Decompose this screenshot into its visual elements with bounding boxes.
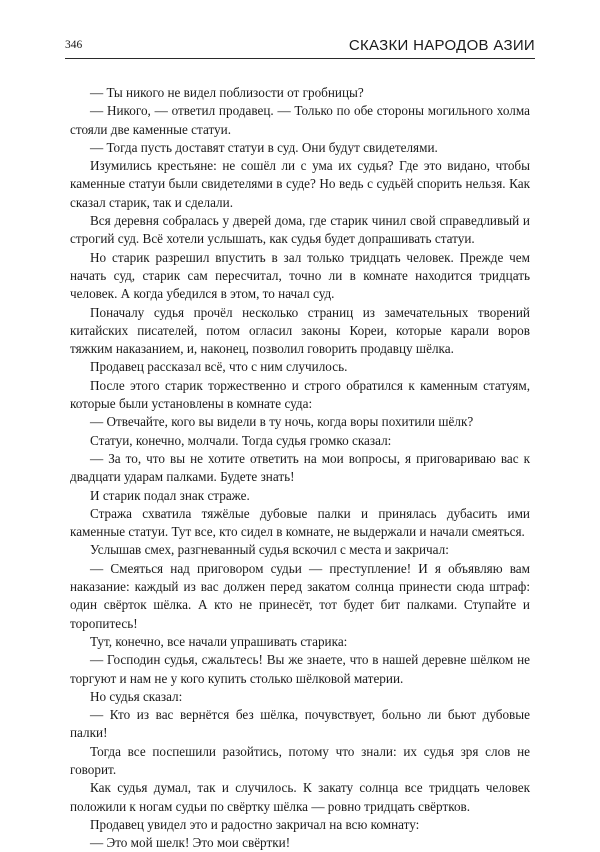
paragraph: Поначалу судья прочёл несколько страниц из замечательных творений китайских писателей, потом огласил законы Кореи, которые карали воров тяжким наказанием, и, наконец, позволил говорить продавцу шёлка. [70,304,530,357]
paragraph: И старик подал знак страже. [90,487,250,503]
paragraph: — За то, что вы не хотите ответить на мои вопросы, я приговариваю вас к двадцати ударам палками. Будете знать! [70,450,530,485]
paragraph: После этого старик торжественно и строго обратился к каменным статуям, которые были установлены в комнате суда: [70,377,530,412]
paragraph: Продавец увидел это и радостно закричал на всю комнату: [90,816,420,832]
paragraph: Тут, конечно, все начали упрашивать старика: [90,633,348,649]
paragraph: Изумились крестьяне: не сошёл ли с ума их судья? Где это видано, чтобы каменные статуи были свидетелями в суде? Но ведь с судьёй спорить нельзя. Как сказал старик, так и сделали. [70,158,530,210]
paragraph: Тогда все поспешили разойтись, потому что знали: их судья зря слов не говорит. [70,743,530,777]
paragraph: — Смеяться над приговором судьи — преступление! И я объявляю вам наказание: каждый из вас должен перед закатом солнца принести сюда штраф: один свёрток шёлка. А кто не принесёт, тот будет бит палками. Ступайте и торопитесь! [70,560,530,631]
paragraph: Продавец рассказал всё, что с ним случилось. [90,359,348,375]
paragraph: Но старик разрешил впустить в зал только тридцать человек. Прежде чем начать суд, старик сам пересчитал, точно ли в комнате находится тридцать человек. А когда убедился в этом, то начал суд. [70,249,530,302]
paragraph: Как судья думал, так и случилось. К закату солнца все тридцать человек положили к ногам судьи по свёртку шёлка — ровно тридцать свёртков. [70,780,530,814]
page-number: 346 [65,39,83,51]
paragraph: — Никого, — ответил продавец. — Только по обе стороны могильного холма стояли две каменные статуи. [70,103,530,137]
paragraph: — Господин судья, сжальтесь! Вы же знаете, что в нашей деревне шёлком не торгуют и нам не у кого купить столько шёлковой материи. [70,652,530,686]
paragraph: Но судья сказал: [90,688,183,704]
paragraph: — Кто из вас вернётся без шёлка, почувствует, больно ли бьют дубовые палки! [70,707,530,741]
running-title: СКАЗКИ НАРОДОВ АЗИИ [348,37,535,54]
paragraph: — Это мой шелк! Это мои свёртки! [90,835,291,851]
paragraph: — Тогда пусть доставят статуи в суд. Они будут свидетелями. [90,139,438,155]
paragraph: Стража схватила тяжёлые дубовые палки и принялась дубасить ими каменные статуи. Тут все, кто сидел в комнате, не выдержали и начали смеяться. [70,505,530,540]
header-rule [65,58,535,59]
paragraph: Вся деревня собралась у дверей дома, где старик чинил свой справедливый и строгий суд. Всё хотели услышать, как судья будет допрашивать статуи. [70,213,530,247]
paragraph: — Отвечайте, кого вы видели в ту ночь, когда воры похитили шёлк? [90,414,474,430]
paragraph: Услышав смех, разгневанный судья вскочил с места и закричал: [90,542,449,558]
paragraph: Статуи, конечно, молчали. Тогда судья громко сказал: [90,432,392,448]
page-header [65,38,535,64]
story-text [70,84,530,852]
paragraph: — Ты никого не видел поблизости от гробницы? [90,85,364,100]
